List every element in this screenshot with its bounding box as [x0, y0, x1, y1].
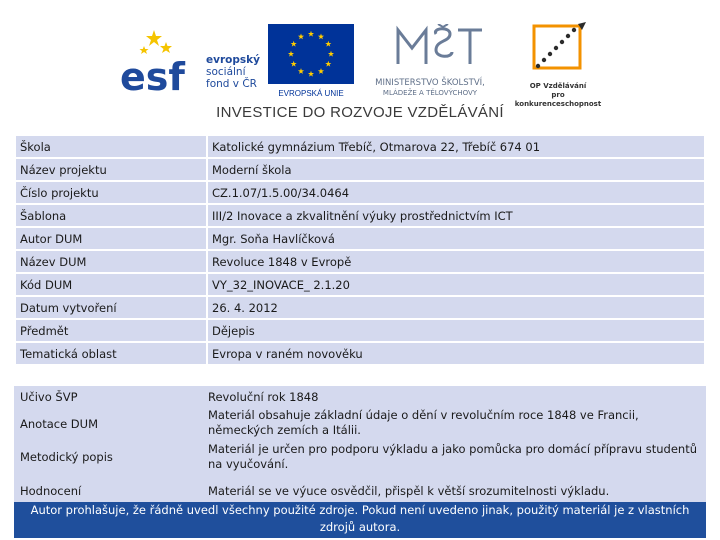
msmt-monogram-icon — [358, 24, 502, 72]
metodicky-value: Materiál je určen pro podporu výkladu a jako pomůcka pro domácí přípravu studentů na vyučování. — [208, 442, 697, 471]
msmt-line2: MLÁDEŽE A TĚLOVÝCHOVY — [382, 89, 478, 97]
row-label: Číslo projektu — [15, 181, 207, 204]
hodnoceni-value: Materiál se ve výuce osvědčil, přispěl k větší srozumitelnosti výkladu. — [208, 484, 610, 498]
table-row — [15, 319, 705, 342]
row-value: Katolické gymnázium Třebíč, Otmarova 22, Třebíč 674 01 — [207, 135, 705, 158]
op-logo-icon — [508, 20, 608, 78]
msmt-line1: MINISTERSTVO ŠKOLSTVÍ, — [375, 78, 485, 88]
eu-flag-icon — [268, 24, 354, 84]
table-row — [15, 296, 705, 319]
description-block — [14, 386, 706, 504]
ucivo-value: Revoluční rok 1848 — [208, 390, 319, 404]
row-label: Tematická oblast — [15, 342, 207, 365]
op-line1: OP Vzdělávání — [529, 82, 587, 90]
row-value: Dějepis — [207, 319, 705, 342]
project-info-table — [14, 134, 706, 366]
row-label: Název projektu — [15, 158, 207, 181]
table-row — [15, 273, 705, 296]
row-label: Název DUM — [15, 250, 207, 273]
row-label: Datum vytvoření — [15, 296, 207, 319]
esf-line2: sociální — [206, 66, 246, 78]
tagline: INVESTICE DO ROZVOJE VZDĚLÁVÁNÍ — [216, 104, 504, 121]
esf-line1: evropský — [206, 54, 260, 66]
row-value: CZ.1.07/1.5.00/34.0464 — [207, 181, 705, 204]
esf-logo — [118, 24, 268, 104]
row-label: Předmět — [15, 319, 207, 342]
row-value: Revoluce 1848 v Evropě — [207, 250, 705, 273]
row-value: Mgr. Soňa Havlíčková — [207, 227, 705, 250]
row-value: Evropa v raném novověku — [207, 342, 705, 365]
row-label: Kód DUM — [15, 273, 207, 296]
table-row — [15, 342, 705, 365]
row-label: Autor DUM — [15, 227, 207, 250]
hodnoceni-label: Hodnocení — [20, 484, 82, 498]
anotace-label: Anotace DUM — [20, 417, 98, 431]
msmt-logo — [358, 24, 502, 100]
row-value: Moderní škola — [207, 158, 705, 181]
anotace-value: Materiál obsahuje základní údaje o dění v revolučním roce 1848 ve Francii, německých zemích a Itálii. — [208, 408, 639, 437]
op-logo — [508, 20, 608, 108]
esf-brand-text: esf — [120, 55, 185, 99]
row-label: Škola — [15, 135, 207, 158]
row-value: III/2 Inovace a zkvalitnění výuky prostřednictvím ICT — [207, 204, 705, 227]
row-value: 26. 4. 2012 — [207, 296, 705, 319]
op-line2: pro konkurenceschopnost — [514, 91, 602, 108]
ucivo-label: Učivo ŠVP — [20, 390, 78, 404]
row-label: Šablona — [15, 204, 207, 227]
table-row — [15, 158, 705, 181]
eu-logo-text: EVROPSKÁ UNIE — [278, 89, 344, 98]
table-row — [15, 204, 705, 227]
esf-line3: fond v ČR — [206, 78, 257, 90]
table-row — [15, 227, 705, 250]
metodicky-label: Metodický popis — [20, 450, 113, 464]
author-declaration: Autor prohlašuje, že řádně uvedl všechny použité zdroje. Pokud není uvedeno jinak, použitý materiál je z vlastních zdrojů autora. — [14, 502, 706, 538]
eu-logo — [268, 24, 354, 96]
table-row — [15, 181, 705, 204]
table-row — [15, 250, 705, 273]
table-row — [15, 135, 705, 158]
row-value: VY_32_INOVACE_ 2.1.20 — [207, 273, 705, 296]
logo-band — [0, 0, 720, 130]
